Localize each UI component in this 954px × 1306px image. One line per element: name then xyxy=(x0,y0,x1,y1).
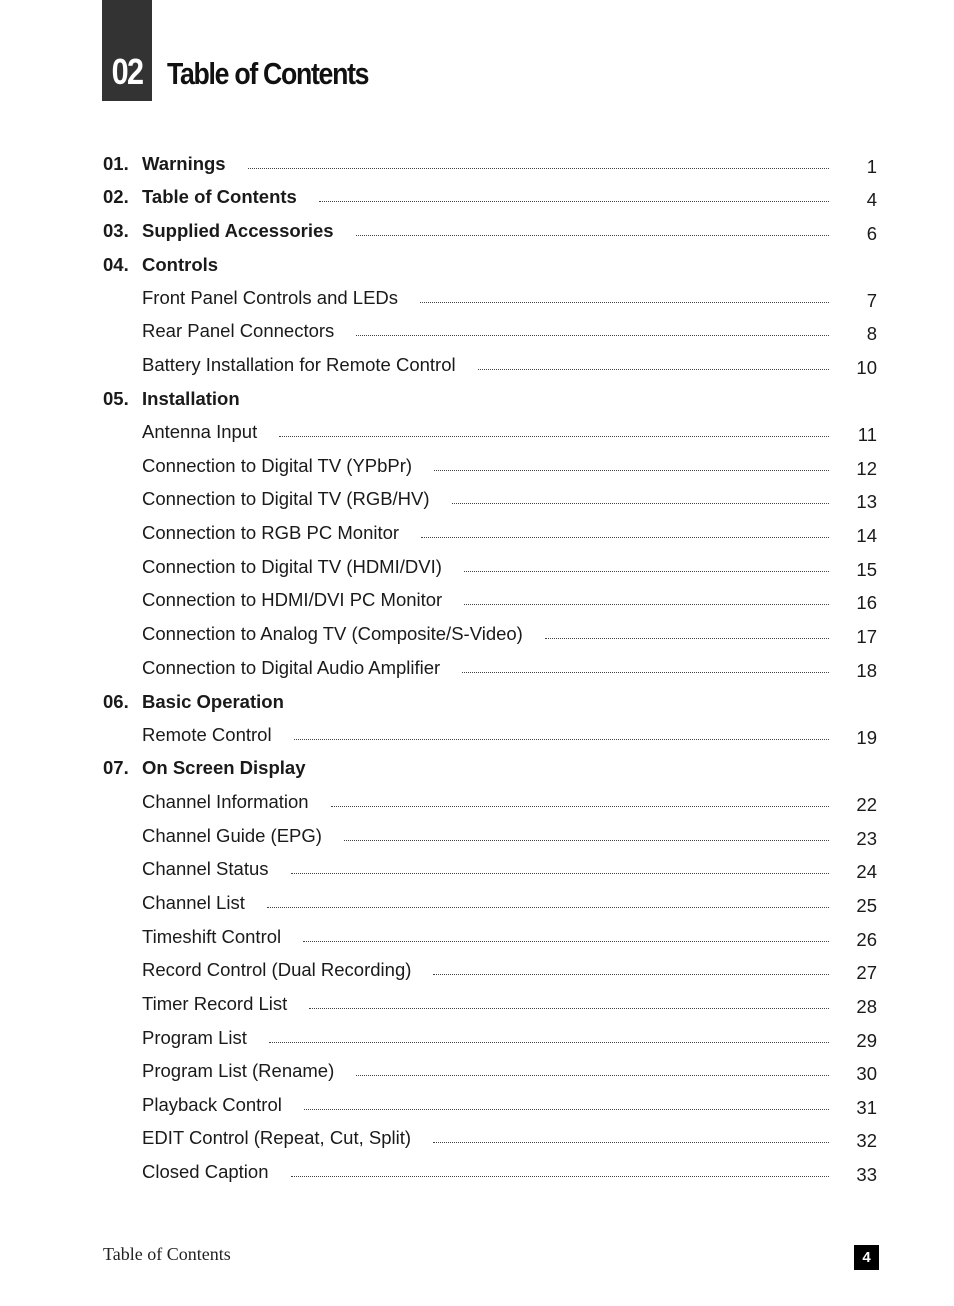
toc-entry-title: Connection to Analog TV (Composite/S-Video) xyxy=(142,623,523,644)
toc-section[interactable] xyxy=(0,387,954,411)
dot-leader xyxy=(331,806,829,807)
toc-entry-title: Front Panel Controls and LEDs xyxy=(142,287,399,308)
toc-entry-title: Timeshift Control xyxy=(142,926,282,947)
toc-entry-title: Installation xyxy=(142,388,240,409)
toc-entry-title: Table of Contents xyxy=(142,186,297,207)
toc-entry[interactable] xyxy=(0,353,954,377)
dot-leader xyxy=(462,672,829,673)
toc-entry[interactable] xyxy=(0,992,954,1016)
toc-page-number: 27 xyxy=(856,962,877,983)
dot-leader xyxy=(452,503,829,504)
toc-page-number: 13 xyxy=(856,491,877,512)
toc-entry-title: Basic Operation xyxy=(142,691,284,712)
toc-page-number: 11 xyxy=(857,424,877,445)
toc-entry-title: Connection to HDMI/DVI PC Monitor xyxy=(142,589,443,610)
toc-section-number: 04. xyxy=(103,254,129,275)
toc-page-number: 19 xyxy=(856,727,877,748)
toc-entry[interactable] xyxy=(0,319,954,343)
toc-entry[interactable] xyxy=(0,958,954,982)
toc-section-number: 02. xyxy=(103,186,129,207)
dot-leader xyxy=(478,369,829,370)
toc-entry[interactable] xyxy=(0,622,954,646)
toc-entry-title: Channel Information xyxy=(142,791,309,812)
toc-entry[interactable] xyxy=(0,487,954,511)
dot-leader xyxy=(421,537,829,538)
toc-entry[interactable] xyxy=(0,824,954,848)
dot-leader xyxy=(464,571,829,572)
toc-page-number: 6 xyxy=(866,223,877,244)
toc-section[interactable] xyxy=(0,219,954,243)
toc-page-number: 1 xyxy=(866,156,877,177)
toc-page-number: 18 xyxy=(856,660,877,681)
toc-page-number: 16 xyxy=(856,592,877,613)
toc-section-number: 03. xyxy=(103,220,129,241)
toc-entry-title: Connection to Digital Audio Amplifier xyxy=(142,657,441,678)
toc-entry[interactable] xyxy=(0,1160,954,1184)
toc-entry-title: EDIT Control (Repeat, Cut, Split) xyxy=(142,1127,412,1148)
toc-entry-title: Program List xyxy=(142,1027,247,1048)
toc-section[interactable] xyxy=(0,690,954,714)
toc-page-number: 22 xyxy=(856,794,877,815)
dot-leader xyxy=(291,873,829,874)
dot-leader xyxy=(545,638,829,639)
toc-section[interactable] xyxy=(0,185,954,209)
toc-entry[interactable] xyxy=(0,1126,954,1150)
dot-leader xyxy=(303,941,829,942)
dot-leader xyxy=(248,168,829,169)
toc-page-number: 24 xyxy=(856,861,877,882)
toc-entry[interactable] xyxy=(0,286,954,310)
chapter-number: 02 xyxy=(111,51,143,92)
toc-page-number: 17 xyxy=(856,626,877,647)
toc-page-number: 26 xyxy=(856,929,877,950)
toc-page-number: 33 xyxy=(856,1164,877,1185)
toc-entry-title: Timer Record List xyxy=(142,993,288,1014)
dot-leader xyxy=(309,1008,829,1009)
toc-entry-title: Battery Installation for Remote Control xyxy=(142,354,456,375)
dot-leader xyxy=(304,1109,829,1110)
toc-section-number: 07. xyxy=(103,757,129,778)
dot-leader xyxy=(356,235,829,236)
toc-section[interactable] xyxy=(0,253,954,277)
dot-leader xyxy=(433,1142,829,1143)
toc-entry-title: Warnings xyxy=(142,153,226,174)
toc-page-number: 25 xyxy=(856,895,877,916)
toc-entry-title: Channel Status xyxy=(142,858,269,879)
dot-leader xyxy=(294,739,829,740)
toc-entry-title: Channel List xyxy=(142,892,245,913)
toc-entry[interactable] xyxy=(0,790,954,814)
dot-leader xyxy=(269,1042,829,1043)
toc-entry-title: Antenna Input xyxy=(142,421,258,442)
toc-page-number: 28 xyxy=(856,996,877,1017)
toc-page-number: 23 xyxy=(856,828,877,849)
toc-section[interactable] xyxy=(0,152,954,176)
toc-section-number: 06. xyxy=(103,691,129,712)
dot-leader xyxy=(420,302,829,303)
dot-leader xyxy=(434,470,829,471)
toc-entry-title: Record Control (Dual Recording) xyxy=(142,959,412,980)
toc-section-number: 05. xyxy=(103,388,129,409)
toc-entry[interactable] xyxy=(0,1026,954,1050)
dot-leader xyxy=(356,335,829,336)
toc-page-number: 10 xyxy=(856,357,877,378)
toc-entry-title: Program List (Rename) xyxy=(142,1060,335,1081)
toc-entry[interactable] xyxy=(0,521,954,545)
dot-leader xyxy=(356,1075,829,1076)
toc-entry-title: Rear Panel Connectors xyxy=(142,320,335,341)
dot-leader xyxy=(279,436,829,437)
toc-entry[interactable] xyxy=(0,555,954,579)
toc-page-number: 29 xyxy=(856,1030,877,1051)
toc-page-number: 12 xyxy=(856,458,877,479)
toc-page-number: 32 xyxy=(856,1130,877,1151)
toc-section-number: 01. xyxy=(103,153,129,174)
toc-page-number: 7 xyxy=(866,290,877,311)
dot-leader xyxy=(319,201,829,202)
toc-entry-title: Connection to RGB PC Monitor xyxy=(142,522,400,543)
toc-page-number: 4 xyxy=(866,189,877,210)
toc-entry[interactable] xyxy=(0,891,954,915)
toc-entry-title: Connection to Digital TV (HDMI/DVI) xyxy=(142,556,442,577)
page-number-badge: 4 xyxy=(854,1245,879,1270)
toc-entry[interactable] xyxy=(0,588,954,612)
dot-leader xyxy=(464,604,829,605)
toc-entry[interactable] xyxy=(0,420,954,444)
toc-entry-title: Remote Control xyxy=(142,724,272,745)
dot-leader xyxy=(291,1176,829,1177)
toc-page-number: 31 xyxy=(856,1097,877,1118)
toc-entry-title: Supplied Accessories xyxy=(142,220,334,241)
toc-entry[interactable] xyxy=(0,454,954,478)
toc-page-number: 8 xyxy=(866,323,877,344)
toc-entry-title: Controls xyxy=(142,254,219,275)
toc-entry-title: Closed Caption xyxy=(142,1161,269,1182)
toc-entry[interactable] xyxy=(0,1059,954,1083)
toc-entry-title: Channel Guide (EPG) xyxy=(142,825,322,846)
toc-section[interactable] xyxy=(0,756,954,780)
dot-leader xyxy=(267,907,829,908)
toc-entry[interactable] xyxy=(0,1093,954,1117)
toc-entry[interactable] xyxy=(0,723,954,747)
toc-entry-title: On Screen Display xyxy=(142,757,306,778)
toc-page-number: 14 xyxy=(856,525,877,546)
toc-entry-title: Connection to Digital TV (RGB/HV) xyxy=(142,488,430,509)
toc-entry[interactable] xyxy=(0,925,954,949)
toc-page-number: 30 xyxy=(856,1063,877,1084)
toc-entry-title: Connection to Digital TV (YPbPr) xyxy=(142,455,413,476)
toc-page-number: 15 xyxy=(856,559,877,580)
toc-entry-title: Playback Control xyxy=(142,1094,282,1115)
footer-label: Table of Contents xyxy=(103,1244,231,1264)
dot-leader xyxy=(433,974,829,975)
toc-entry[interactable] xyxy=(0,656,954,680)
dot-leader xyxy=(344,840,829,841)
toc-entry[interactable] xyxy=(0,857,954,881)
page-title: Table of Contents xyxy=(167,56,369,91)
